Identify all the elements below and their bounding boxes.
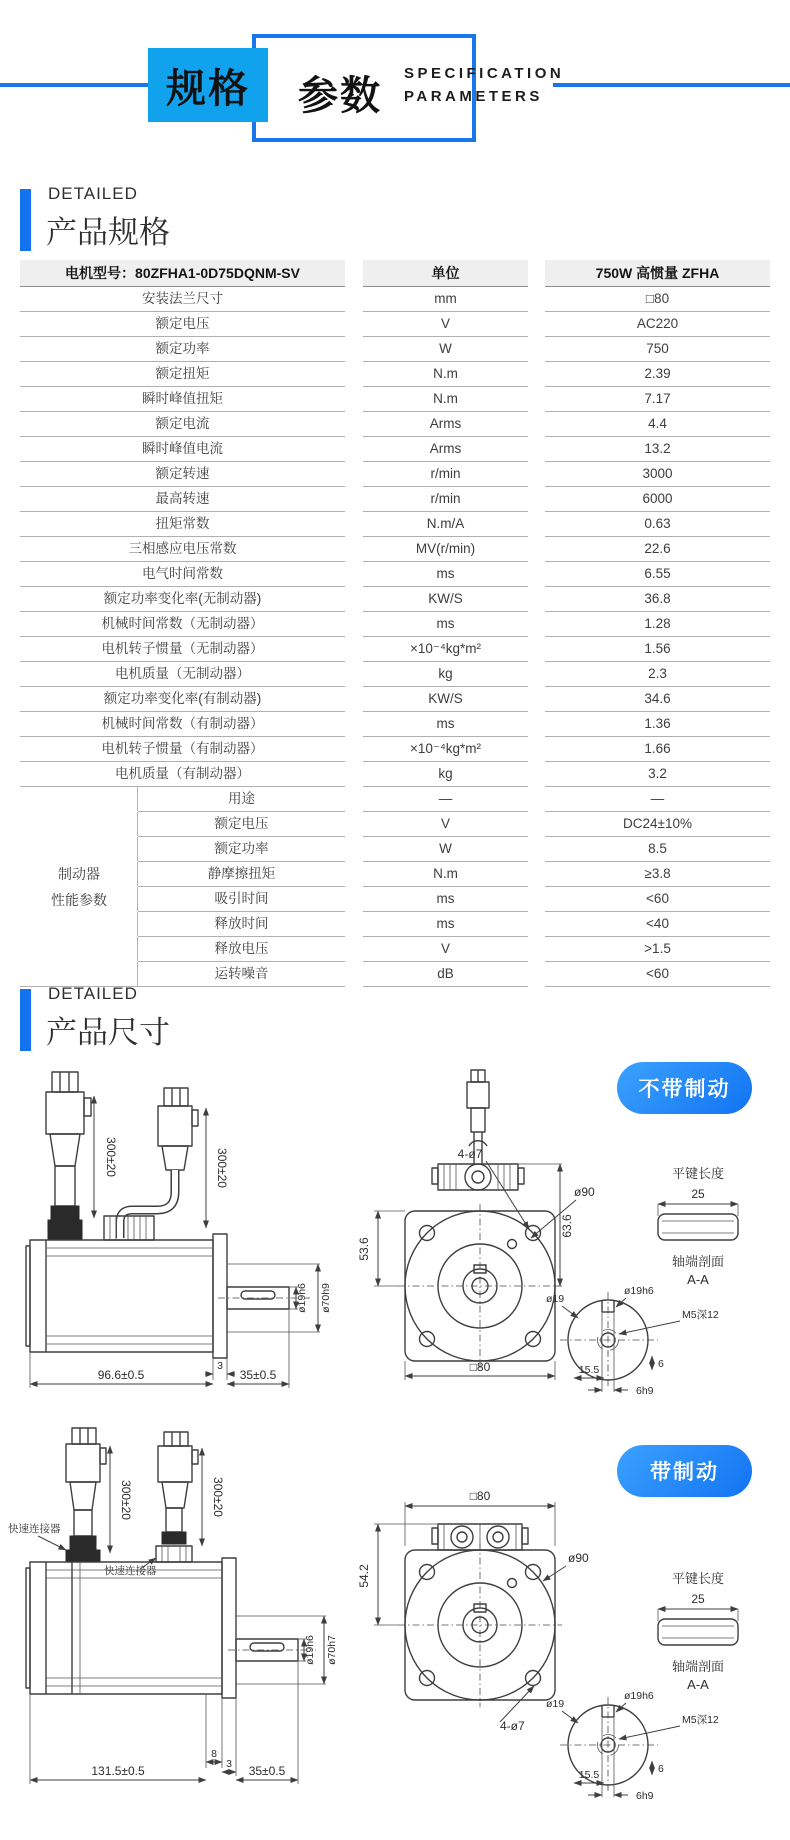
dim-pilot-diameter: ø70h7 [326, 1635, 338, 1665]
shaft-section-name: A-A [687, 1677, 709, 1692]
row-unit: ×10⁻⁴kg*m² [363, 737, 528, 762]
key-length-label: 平键长度 [671, 1571, 725, 1586]
series-header-cell: 750W 高惯量 ZFHA [545, 260, 770, 287]
dim-flange-circle: ø90 [574, 1185, 595, 1199]
row-value: 36.8 [545, 587, 770, 612]
section-eyebrow: DETAILED [48, 184, 138, 203]
section-heading-dimensions [20, 984, 170, 1052]
row-name: 额定功率变化率(有制动器) [20, 687, 345, 712]
row-name: 吸引时间 [138, 887, 345, 912]
dim-shaft-dia: ø19 [546, 1698, 565, 1710]
row-unit: dB [363, 962, 528, 987]
dim-key-depth: 6 [658, 1763, 664, 1775]
dim-key-width: 6h9 [636, 1385, 654, 1397]
side-view-drawing-no-brake [8, 1068, 338, 1398]
row-value: 2.3 [545, 662, 770, 687]
row-unit: ms [363, 712, 528, 737]
row-name: 电气时间常数 [20, 562, 345, 587]
row-value: 8.5 [545, 837, 770, 862]
row-unit: ms [363, 887, 528, 912]
row-name: 电机质量（无制动器） [20, 662, 345, 687]
table-row [20, 637, 770, 662]
spec-table [20, 260, 770, 987]
row-unit: N.m [363, 387, 528, 412]
row-value: 2.39 [545, 362, 770, 387]
row-value: 34.6 [545, 687, 770, 712]
table-row [20, 687, 770, 712]
row-value: 22.6 [545, 537, 770, 562]
row-name: 瞬时峰值电流 [20, 437, 345, 462]
banner-subtitle [404, 62, 564, 109]
side-view-drawing-with-brake [8, 1428, 343, 1818]
table-row [20, 362, 770, 387]
row-value: 1.66 [545, 737, 770, 762]
accent-bar [20, 989, 31, 1051]
dim-key-length: 25 [691, 1187, 705, 1201]
dim-shaft-dia-tol: ø19h6 [624, 1690, 654, 1702]
row-name: 电机转子惯量（有制动器） [20, 737, 345, 762]
row-name: 释放电压 [138, 937, 345, 962]
row-name: 额定扭矩 [20, 362, 345, 387]
dim-body-length: 96.6±0.5 [97, 1368, 145, 1382]
row-value: <40 [545, 912, 770, 937]
row-value: 1.56 [545, 637, 770, 662]
row-unit: V [363, 812, 528, 837]
row-unit: r/min [363, 462, 528, 487]
table-row [20, 512, 770, 537]
row-value: <60 [545, 887, 770, 912]
row-unit: V [363, 937, 528, 962]
dim-height-left: 53.6 [357, 1237, 371, 1261]
section-eyebrow: DETAILED [48, 984, 138, 1003]
dim-flange-thickness: 3 [226, 1758, 232, 1770]
row-value: 3.2 [545, 762, 770, 787]
row-name: 扭矩常数 [20, 512, 345, 537]
row-unit: KW/S [363, 687, 528, 712]
section-heading-specs [20, 184, 170, 252]
table-row [20, 287, 770, 312]
row-name: 额定电压 [138, 812, 345, 837]
row-value: 750 [545, 337, 770, 362]
dim-pilot-diameter: ø70h9 [320, 1283, 332, 1313]
banner-title-box [148, 48, 268, 122]
banner-subtitle-line1: SPECIFICATION [404, 65, 565, 82]
shaft-detail-drawing-no-brake [540, 1160, 790, 1400]
table-row [20, 587, 770, 612]
row-value: — [545, 787, 770, 812]
table-row [20, 612, 770, 637]
row-value: 0.63 [545, 512, 770, 537]
dim-cable-length-1: 300±20 [119, 1480, 133, 1520]
row-unit: kg [363, 762, 528, 787]
row-value: 6000 [545, 487, 770, 512]
table-row [20, 312, 770, 337]
row-value: 7.17 [545, 387, 770, 412]
row-value: 1.28 [545, 612, 770, 637]
row-name: 额定转速 [20, 462, 345, 487]
row-name: 安装法兰尺寸 [20, 287, 345, 312]
banner-title-secondary: 参数 [298, 74, 382, 118]
dim-mounting-holes: 4-ø7 [500, 1719, 525, 1733]
row-unit: Arms [363, 412, 528, 437]
row-unit: ×10⁻⁴kg*m² [363, 637, 528, 662]
row-value: 6.55 [545, 562, 770, 587]
row-value: >1.5 [545, 937, 770, 962]
row-value: 13.2 [545, 437, 770, 462]
row-name: 额定电流 [20, 412, 345, 437]
row-value: 3000 [545, 462, 770, 487]
section-title: 产品尺寸 [46, 1015, 170, 1050]
row-name: 最高转速 [20, 487, 345, 512]
row-name: 三相感应电压常数 [20, 537, 345, 562]
key-length-label: 平键长度 [671, 1166, 725, 1181]
row-unit: KW/S [363, 587, 528, 612]
dim-shaft-dia: ø19 [546, 1293, 565, 1305]
unit-header-cell: 单位 [363, 260, 528, 287]
shaft-section-label: 轴端剖面 [671, 1659, 725, 1674]
dim-shaft-length: 35±0.5 [239, 1368, 277, 1382]
row-name: 额定电压 [20, 312, 345, 337]
brake-group-label-line2: 性能参数 [51, 892, 107, 908]
no-brake-badge: 不带制动 [617, 1062, 752, 1114]
row-value: <60 [545, 962, 770, 987]
banner-subtitle-line2: PARAMETERS [404, 88, 543, 106]
row-unit: ms [363, 612, 528, 637]
table-header-row [20, 260, 770, 287]
dim-flange-circle: ø90 [568, 1551, 589, 1565]
header-banner [0, 0, 790, 180]
dim-cable-length-2: 300±20 [215, 1148, 229, 1188]
table-row [20, 762, 770, 787]
row-unit: W [363, 337, 528, 362]
row-value: AC220 [545, 312, 770, 337]
row-unit: Arms [363, 437, 528, 462]
brake-group-label-line1: 制动器 [58, 866, 100, 882]
row-name: 静摩擦扭矩 [138, 862, 345, 887]
shaft-section-name: A-A [687, 1272, 709, 1287]
dim-frame-size: □80 [469, 1360, 491, 1374]
dim-key-pos: 15.5 [578, 1364, 600, 1376]
row-name: 用途 [138, 787, 345, 812]
dim-key-pos: 15.5 [578, 1769, 600, 1781]
table-row [20, 462, 770, 487]
dim-frame-size: □80 [469, 1489, 491, 1503]
table-row [20, 437, 770, 462]
dim-body-length: 131.5±0.5 [91, 1764, 145, 1778]
table-row [20, 537, 770, 562]
banner-line-right [553, 83, 790, 87]
banner-line-left [0, 83, 148, 87]
row-name: 机械时间常数（有制动器） [20, 712, 345, 737]
brake-parameters-section [20, 787, 770, 987]
table-row [20, 562, 770, 587]
row-unit: MV(r/min) [363, 537, 528, 562]
row-unit: mm [363, 287, 528, 312]
dim-flange-thickness: 3 [217, 1360, 223, 1372]
row-name: 瞬时峰值扭矩 [20, 387, 345, 412]
model-header-cell: 电机型号：80ZFHA1-0D75DQNM-SV [20, 260, 345, 287]
row-unit: W [363, 837, 528, 862]
row-unit: N.m [363, 362, 528, 387]
brake-group-label [20, 787, 138, 987]
accent-bar [20, 189, 31, 251]
table-row [20, 387, 770, 412]
row-name: 释放时间 [138, 912, 345, 937]
row-name: 电机转子惯量（无制动器） [20, 637, 345, 662]
connector-label-1: 快速连接器 [8, 1523, 61, 1535]
row-value: DC24±10% [545, 812, 770, 837]
dim-mounting-holes: 4-ø7 [457, 1147, 483, 1161]
shaft-detail-drawing-with-brake [540, 1565, 790, 1805]
row-unit: N.m/A [363, 512, 528, 537]
row-name: 额定功率 [138, 837, 345, 862]
row-value: □80 [545, 287, 770, 312]
row-name: 机械时间常数（无制动器） [20, 612, 345, 637]
dim-cable-length-1: 300±20 [104, 1137, 118, 1177]
dim-shaft-diameter: ø19h6 [296, 1283, 308, 1313]
dim-key-depth: 6 [658, 1358, 664, 1370]
row-name: 额定功率变化率(无制动器) [20, 587, 345, 612]
row-unit: N.m [363, 862, 528, 887]
dim-height-left: 54.2 [357, 1564, 371, 1588]
banner-title-primary: 规格 [166, 66, 250, 111]
brake-badge: 带制动 [617, 1445, 752, 1497]
table-row [20, 712, 770, 737]
row-name: 运转噪音 [138, 962, 345, 987]
dim-shaft-dia-tol: ø19h6 [624, 1285, 654, 1297]
row-value: 1.36 [545, 712, 770, 737]
row-name: 电机质量（有制动器） [20, 762, 345, 787]
table-row [20, 487, 770, 512]
dim-shaft-length: 35±0.5 [248, 1764, 286, 1778]
table-row [20, 337, 770, 362]
row-unit: ms [363, 562, 528, 587]
row-name: 额定功率 [20, 337, 345, 362]
row-unit: r/min [363, 487, 528, 512]
dim-key-length: 25 [691, 1592, 705, 1606]
table-row [20, 412, 770, 437]
row-unit: kg [363, 662, 528, 687]
dim-shaft-diameter: ø19h6 [304, 1635, 316, 1665]
dim-tapped-hole: M5深12 [682, 1309, 719, 1321]
row-unit: V [363, 312, 528, 337]
table-row [20, 737, 770, 762]
row-unit: — [363, 787, 528, 812]
row-unit: ms [363, 912, 528, 937]
table-row [20, 662, 770, 687]
dim-cable-length-2: 300±20 [211, 1477, 225, 1517]
dim-height-right: 63.6 [560, 1214, 574, 1238]
row-value: 4.4 [545, 412, 770, 437]
section-title: 产品规格 [46, 215, 170, 250]
shaft-section-label: 轴端剖面 [671, 1254, 725, 1269]
connector-label-2: 快速连接器 [104, 1565, 157, 1577]
dim-key-width: 6h9 [636, 1790, 654, 1802]
dim-tapped-hole: M5深12 [682, 1714, 719, 1726]
row-value: ≥3.8 [545, 862, 770, 887]
dim-step: 8 [211, 1748, 217, 1760]
